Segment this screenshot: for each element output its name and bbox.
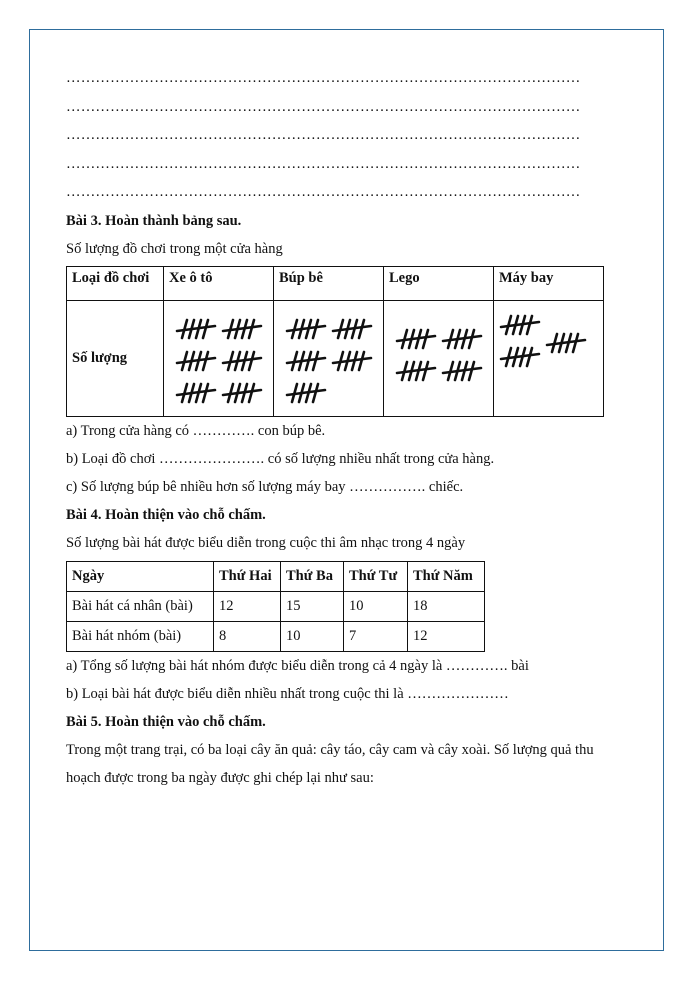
tally-cross-stroke	[287, 358, 325, 363]
tally-cross-stroke	[547, 340, 585, 345]
table-cell: 10	[281, 621, 344, 651]
tally-marks	[499, 306, 598, 411]
tally-stroke	[313, 352, 318, 370]
table-cell: 15	[281, 591, 344, 621]
table-cell: 12	[214, 591, 281, 621]
table-cell: Bài hát nhóm (bài)	[67, 621, 214, 651]
tally-stroke	[527, 348, 532, 366]
table-header-cell: Ngày	[67, 561, 214, 591]
tally-cross-stroke	[333, 326, 371, 331]
tally-cross-stroke	[287, 390, 325, 395]
tally-cross-stroke	[443, 336, 481, 341]
col-header: Lego	[384, 266, 494, 300]
col-header: Máy bay	[494, 266, 604, 300]
tally-stroke	[469, 362, 474, 380]
tally-cross-stroke	[443, 368, 481, 373]
bai3-caption: Số lượng đồ chơi trong một cửa hàng	[66, 240, 283, 257]
table-cell: 18	[408, 591, 485, 621]
tally-stroke	[203, 320, 208, 338]
tally-stroke	[203, 384, 208, 402]
tally-stroke	[423, 330, 428, 348]
song-table	[66, 561, 485, 652]
col-header: Búp bê	[274, 266, 384, 300]
tally-marks	[169, 306, 268, 411]
tally-cross-stroke	[333, 358, 371, 363]
toy-tally-table	[66, 266, 604, 417]
table-cell: 10	[344, 591, 408, 621]
tally-stroke	[573, 334, 578, 352]
tally-stroke	[423, 362, 428, 380]
tally-group	[333, 320, 371, 338]
bai4-heading: Bài 4. Hoàn thiện vào chỗ chấm.	[66, 506, 266, 523]
tally-cross-stroke	[223, 358, 261, 363]
table-cell: 8	[214, 621, 281, 651]
tally-cross-stroke	[397, 368, 435, 373]
tally-group	[223, 320, 261, 338]
table-cell: 12	[408, 621, 485, 651]
tally-cell	[384, 300, 494, 416]
bai3-question-c: c) Số lượng búp bê nhiều hơn số lượng máy bay ……………. chiếc.	[66, 478, 464, 495]
tally-cross-stroke	[177, 358, 215, 363]
tally-cross-stroke	[501, 322, 539, 327]
tally-group	[287, 384, 325, 402]
tally-stroke	[527, 316, 532, 334]
table-header-cell: Thứ Tư	[344, 561, 408, 591]
tally-group	[177, 352, 215, 370]
bai4-question-a: a) Tổng số lượng bài hát nhóm được biểu diễn trong cả 4 ngày là …………. bài	[66, 657, 529, 674]
tally-group	[443, 362, 481, 380]
tally-stroke	[359, 352, 364, 370]
tally-group	[223, 352, 261, 370]
tally-cross-stroke	[177, 390, 215, 395]
tally-group	[177, 384, 215, 402]
tally-stroke	[469, 330, 474, 348]
tally-stroke	[203, 352, 208, 370]
tally-cross-stroke	[287, 326, 325, 331]
tally-stroke	[313, 320, 318, 338]
tally-stroke	[249, 320, 254, 338]
tally-group	[397, 362, 435, 380]
tally-group	[443, 330, 481, 348]
tally-group	[547, 334, 585, 352]
tally-group	[501, 348, 539, 366]
tally-group	[501, 316, 539, 334]
tally-group	[397, 330, 435, 348]
bai5-text: Trong một trang trại, có ba loại cây ăn quả: cây táo, cây cam và cây xoài. Số lượng quả thu hoạch được trong ba ngày được ghi chép lại như sau:	[66, 741, 594, 786]
dotted-answer-line: ……………………………………………………………………………………………	[66, 184, 581, 200]
bai5-heading: Bài 5. Hoàn thiện vào chỗ chấm.	[66, 713, 266, 730]
tally-group	[333, 352, 371, 370]
tally-group	[287, 352, 325, 370]
tally-cross-stroke	[223, 326, 261, 331]
tally-cross-stroke	[397, 336, 435, 341]
tally-cell	[494, 300, 604, 416]
tally-stroke	[249, 352, 254, 370]
count-label: Số lượng	[67, 300, 164, 416]
tally-stroke	[313, 384, 318, 402]
tally-marks	[279, 306, 378, 411]
worksheet	[66, 64, 628, 792]
tally-cross-stroke	[501, 354, 539, 359]
tally-stroke	[249, 384, 254, 402]
tally-cross-stroke	[177, 326, 215, 331]
tally-cross-stroke	[223, 390, 261, 395]
col-header: Xe ô tô	[164, 266, 274, 300]
tally-stroke	[359, 320, 364, 338]
table-header-cell: Thứ Năm	[408, 561, 485, 591]
table-header-cell: Thứ Ba	[281, 561, 344, 591]
dotted-answer-line: ……………………………………………………………………………………………	[66, 155, 581, 172]
bai4-question-b: b) Loại bài hát được biểu diễn nhiều nhất trong cuộc thi là …………………	[66, 685, 509, 702]
dotted-answer-line: ……………………………………………………………………………………………	[66, 127, 581, 143]
table-cell: 7	[344, 621, 408, 651]
tally-group	[287, 320, 325, 338]
tally-cell	[274, 300, 384, 416]
table-cell: Bài hát cá nhân (bài)	[67, 591, 214, 621]
table-header-cell: Thứ Hai	[214, 561, 281, 591]
bai4-caption: Số lượng bài hát được biểu diễn trong cuộc thi âm nhạc trong 4 ngày	[66, 534, 466, 551]
tally-cell	[164, 300, 274, 416]
dotted-answer-line: ……………………………………………………………………………………………	[66, 98, 581, 115]
tally-group	[223, 384, 261, 402]
tally-group	[177, 320, 215, 338]
bai3-question-a: a) Trong cửa hàng có …………. con búp bê.	[66, 422, 326, 439]
tally-marks	[389, 306, 488, 411]
bai3-question-b: b) Loại đồ chơi …………………. có số lượng nhiều nhất trong cửa hàng.	[66, 450, 495, 467]
bai3-heading: Bài 3. Hoàn thành bảng sau.	[66, 212, 242, 229]
dotted-answer-line: ……………………………………………………………………………………………	[66, 70, 581, 86]
toy-type-header: Loại đồ chơi	[67, 266, 164, 300]
